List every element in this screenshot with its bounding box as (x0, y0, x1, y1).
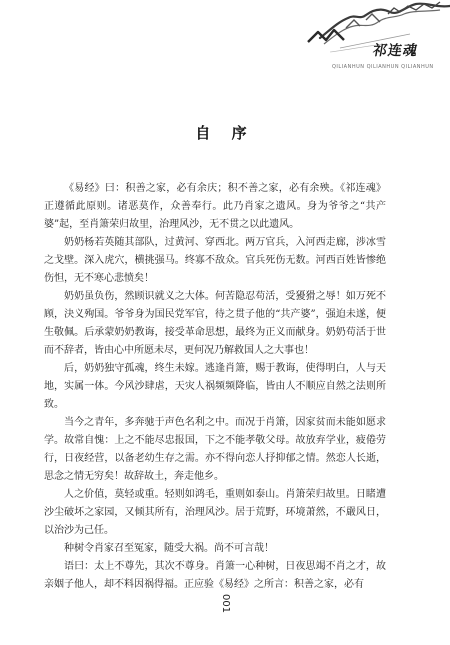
page-number: 001 (220, 593, 232, 614)
paragraph: 奶奶杨若英随其部队，过黄河、穿西北。两万官兵，入河西走廊，涉冰雪之戈壁。深入虎穴，横挑强马。终寡不敌众。官兵死伤无数。河西百姓皆惨绝伤怛，无不寒心悲愤矣！ (44, 237, 386, 284)
header-subtitle: QILIANHUN QILIANHUN QILIANHUN (332, 64, 434, 70)
paragraph: 当今之青年，多奔驰于声色名利之中。而况于肖箫，因家贫而未能如愿求学。故常自愧：上之不能尽忠报国，下之不能孝敬父母。故放弃学业，疲倦劳行，日夜经营，以备老幼生存之需。亦不得向恋人抒抑郁之情。然恋人长逝，思念之情无穷矣！故辞故土，奔走他乡。 (44, 417, 386, 482)
paragraph: 《易经》曰：积善之家，必有余庆；积不善之家，必有余殃。《祁连魂》正遵循此原则。诸恶莫作，众善奉行。此乃肖家之遗风。身为爷爷之“共产婆”起，至肖箫荣归故里，治理风沙，无不贯之以此遗风。 (44, 183, 386, 230)
header-title: 祁连魂 (371, 43, 420, 59)
paragraph: 种树令肖家召至冤家，随受大祸。尚不可言哉！ (64, 543, 274, 554)
paragraph: 语曰：太上不尊先，其次不尊身。肖箫一心种树，日夜思竭不肖之才，故亲姻子他人，却不料因祸得福。正应验《易经》之所言：积善之家，必有 (44, 561, 386, 590)
paragraph: 人之价值，莫轻或重。轻则如鸿毛，重则如泰山。肖箫荣归故里。日睹遭沙尘破坏之家园，又倾其所有，治理风沙。居于荒野，环境萧然，不嚴风日，以治沙为己任。 (44, 489, 386, 536)
page-title: 自 序 (195, 124, 255, 142)
paragraph: 后，奶奶独守孤魂，终生未嫁。逃逢肖箫，赐于教诲，使得明白，人与天地，实属一体。今风沙肆虐，天灾人祸频频降临，皆由人不顺应自然之法则所致。 (44, 363, 386, 410)
preface-body (44, 180, 386, 594)
paragraph: 奶奶虽负伤，然顾识就义之大体。何苦隐忍苟活，受獶猾之辱！如万死不顾，決义殉国。爷爷身为国民党军官，待之贯子他的“共产婆”，强迫未遂，便生敬佩。后承蒙奶奶教诲，接受革命思想，最终为正义而献身。奶奶苟活于世而不辞者，皆由心中所愿未尽，更何况乃解救国人之大事也！ (44, 291, 386, 356)
